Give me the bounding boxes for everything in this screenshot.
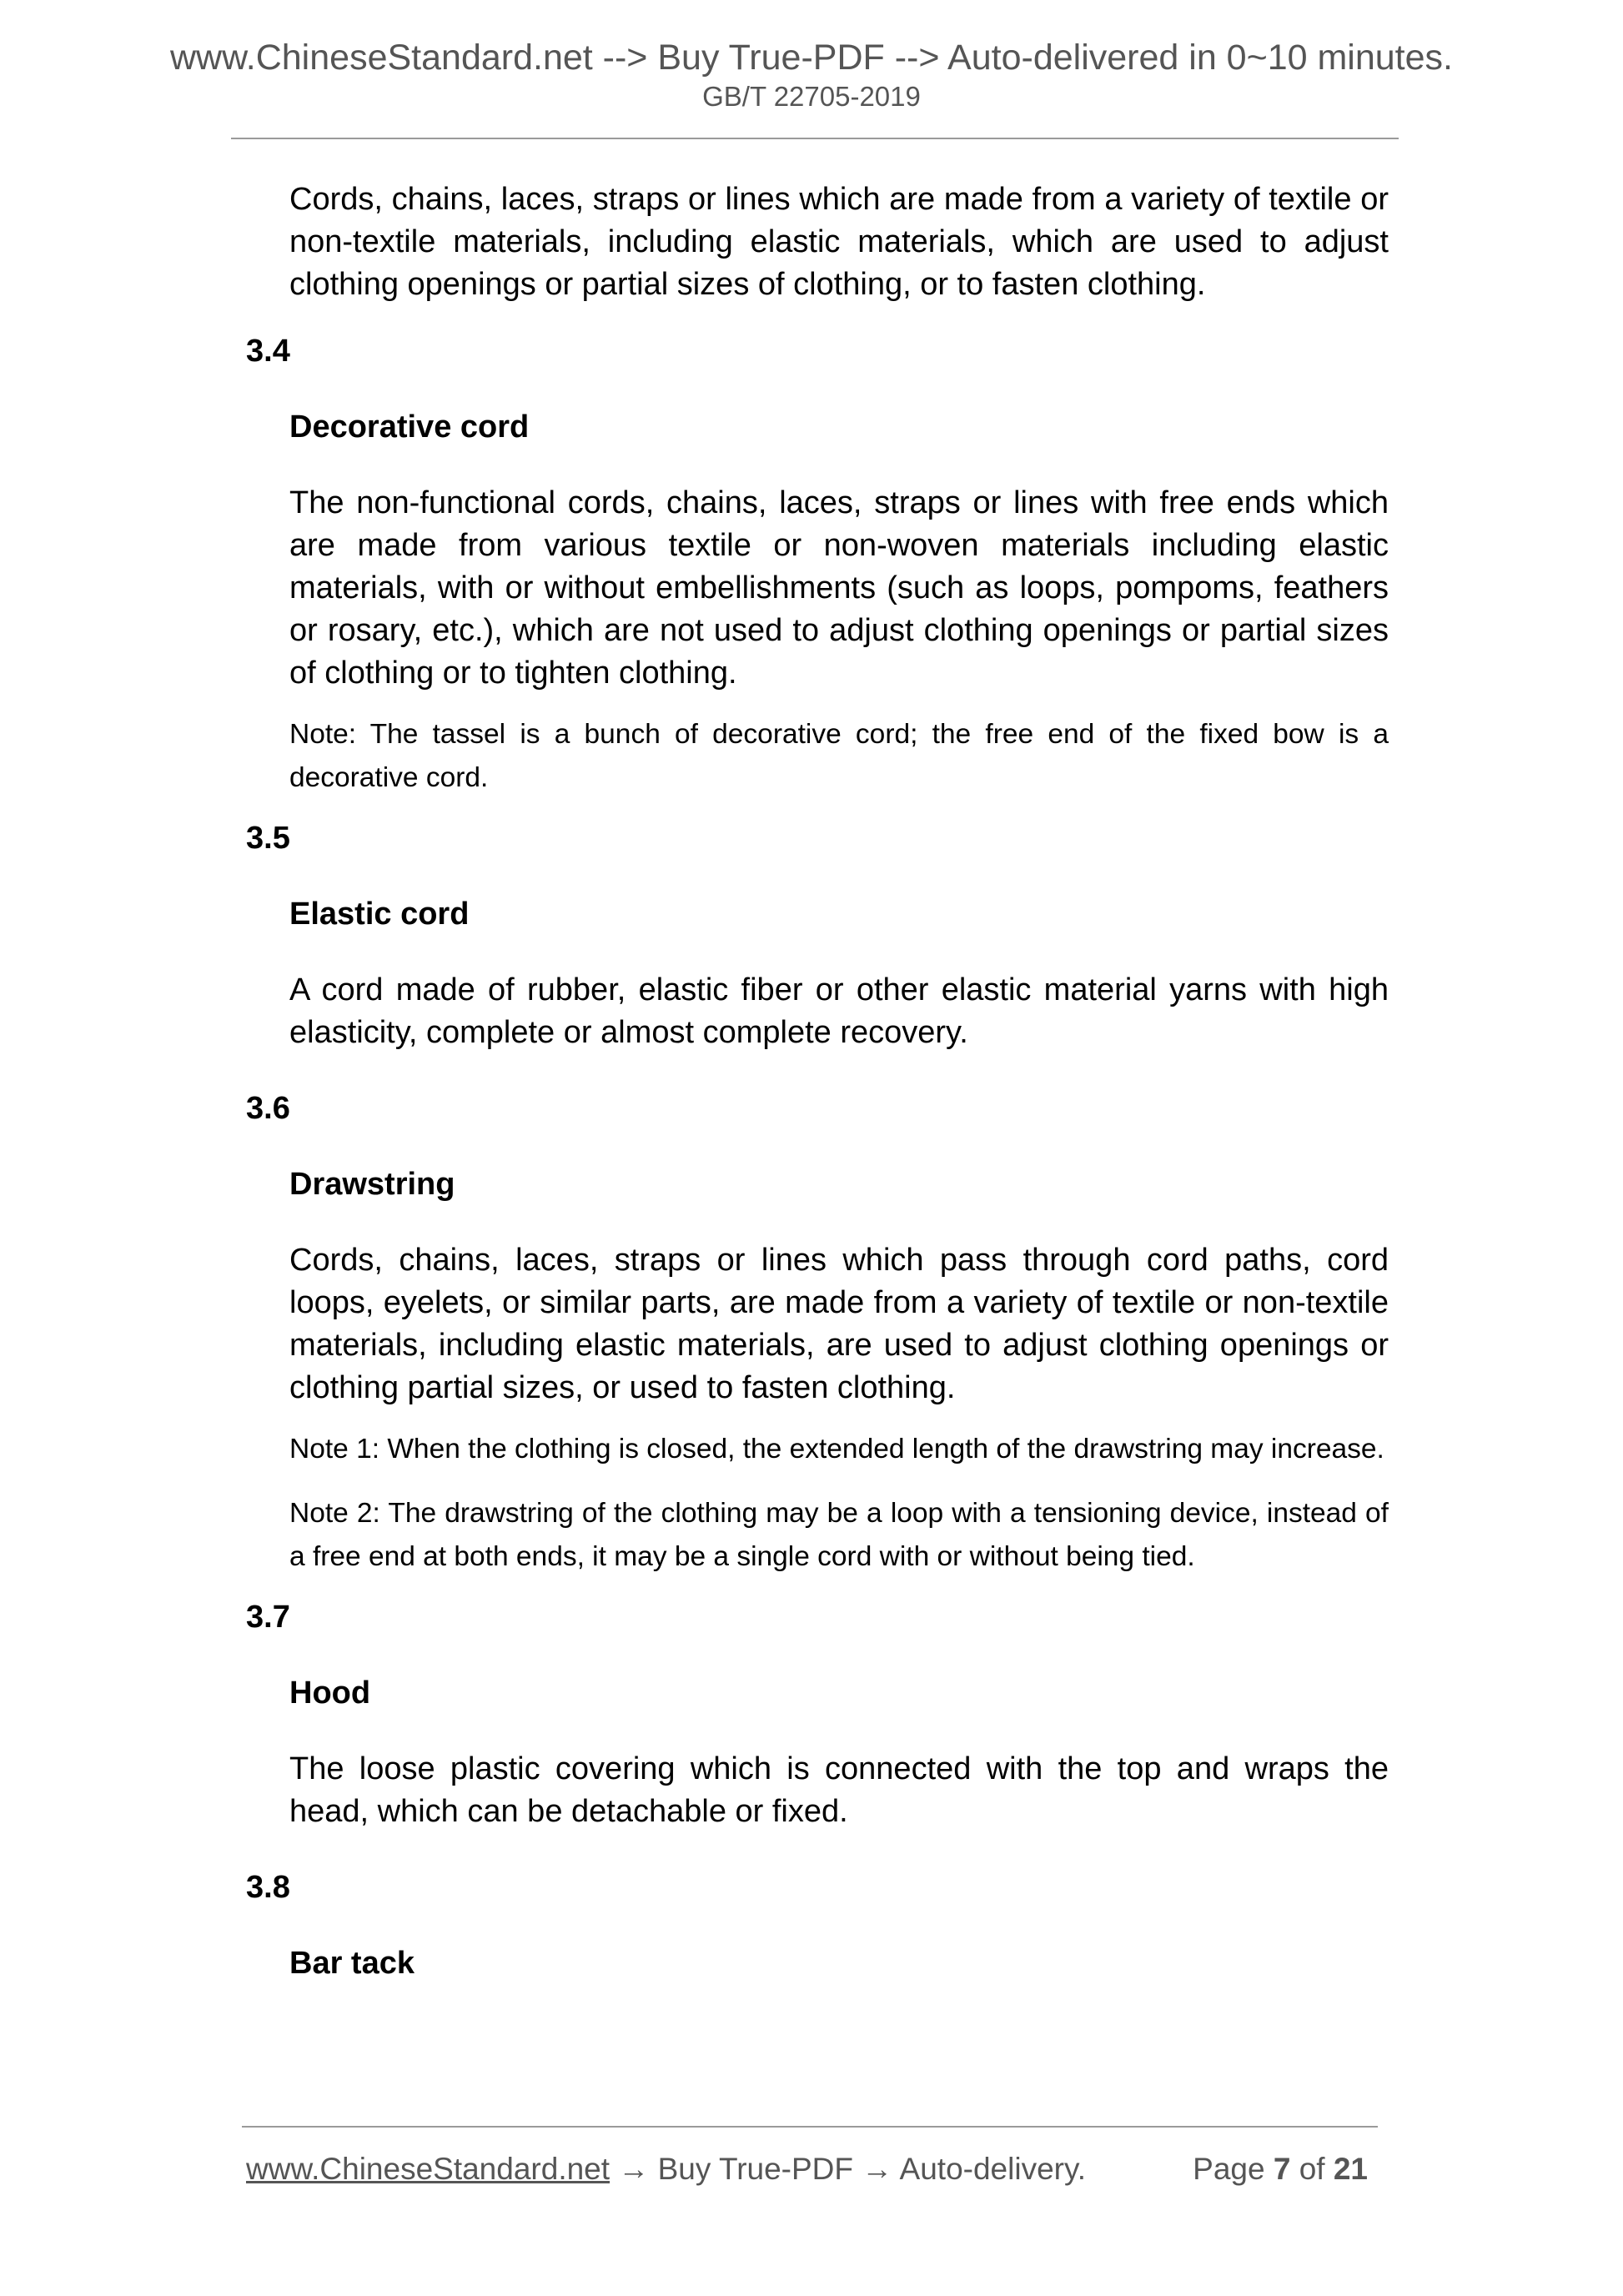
intro-paragraph: Cords, chains, laces, straps or lines which are made from a variety of textile or non-textile materials, including elastic materials, which are used to adjust clothing openings or partial sizes of clothing, or to fasten clothing.: [289, 182, 1389, 302]
arrow-icon: →: [618, 2152, 650, 2186]
definition-drawstring: Cords, chains, laces, straps or lines which pass through cord paths, cord loops, eyelets, or similar parts, are made from a variety of textile or non-textile materials, including elastic materials, are used to adjust clothing openings or clothing partial sizes, or used to fasten clothing.: [289, 1243, 1389, 1405]
clause-number-3-7: 3.7: [246, 1600, 290, 1635]
definition-hood: The loose plastic covering which is connected with the top and wraps the head, which can be detachable or fixed.: [289, 1751, 1389, 1829]
definition-elastic-cord: A cord made of rubber, elastic fiber or other elastic material yarns with high elasticity, complete or almost complete recovery.: [289, 972, 1389, 1050]
page-total: 21: [1333, 2152, 1368, 2186]
note-1-drawstring: Note 1: When the clothing is closed, the extended length of the drawstring may increase.: [289, 1434, 1384, 1465]
page-label: Page: [1193, 2152, 1265, 2186]
header-divider: [231, 138, 1399, 139]
header-banner: www.ChineseStandard.net --> Buy True-PDF --> Auto-delivered in 0~10 minutes.: [169, 38, 1453, 78]
page-indicator: [1193, 2150, 1368, 2188]
footer-divider: [242, 2126, 1378, 2128]
arrow-icon: →: [862, 2152, 893, 2186]
footer-left: [246, 2150, 1086, 2188]
footer-website-link[interactable]: www.ChineseStandard.net: [246, 2152, 611, 2186]
page-current: 7: [1273, 2152, 1291, 2186]
definition-decorative-cord: The non-functional cords, chains, laces, straps or lines with free ends which are made from various textile or non-woven materials including elastic materials, with or without embellishments (such as loops, pompoms, feathers or rosary, etc.), which are not used to adjust clothing openings or partial sizes of clothing or to tighten clothing.: [289, 485, 1389, 691]
clause-number-3-5: 3.5: [246, 821, 290, 856]
document-body: [246, 171, 1389, 1985]
clause-number-3-6: 3.6: [246, 1091, 290, 1126]
term-bar-tack: Bar tack: [289, 1946, 415, 1981]
clause-number-3-4: 3.4: [246, 334, 290, 369]
footer-delivery-text: Auto-delivery.: [899, 2152, 1087, 2186]
page-of-label: of: [1299, 2152, 1325, 2186]
note-decorative-cord: Note: The tassel is a bunch of decorative cord; the free end of the fixed bow is a decorative cord.: [289, 719, 1389, 793]
clause-number-3-8: 3.8: [246, 1870, 290, 1905]
term-drawstring: Drawstring: [289, 1167, 455, 1202]
term-decorative-cord: Decorative cord: [289, 409, 530, 445]
term-elastic-cord: Elastic cord: [289, 897, 470, 932]
footer-buy-text: Buy True-PDF: [657, 2152, 854, 2186]
note-2-drawstring: Note 2: The drawstring of the clothing may be a loop with a tensioning device, instead of a free end at both ends, it may be a single cord with or without being tied.: [289, 1498, 1389, 1572]
term-hood: Hood: [289, 1676, 371, 1711]
document-number: GB/T 22705-2019: [702, 81, 921, 112]
